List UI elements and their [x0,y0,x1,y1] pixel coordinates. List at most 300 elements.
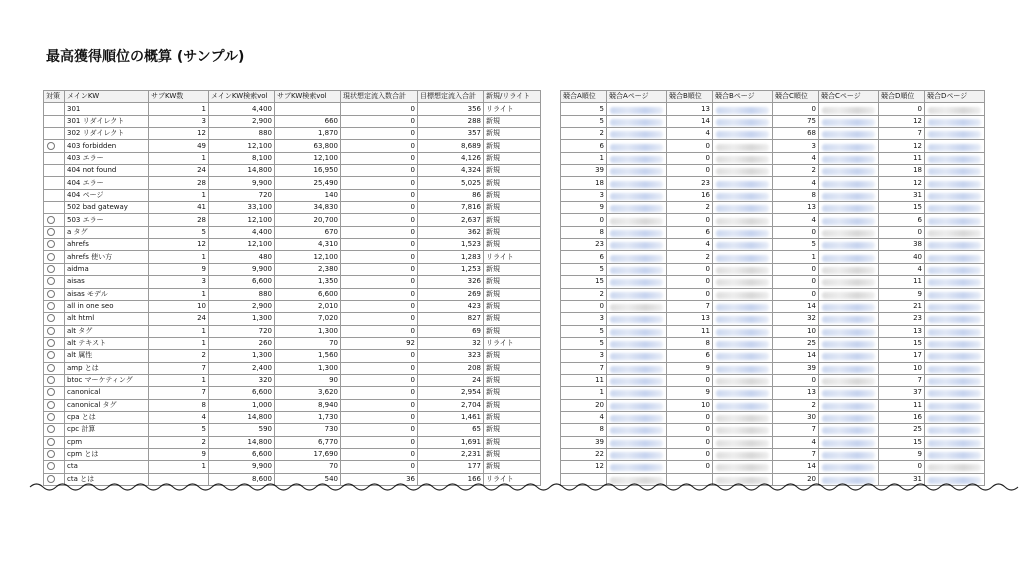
redacted-url-blur [610,242,663,249]
target-traffic-cell: 1,523 [418,239,484,251]
sub-kw-volume-cell: 20,700 [275,214,341,226]
table-row [561,313,985,325]
competitor-d-rank-cell: 11 [879,152,925,164]
new-or-rewrite-cell: リライト [484,473,541,485]
sub-kw-count-cell: 49 [149,140,209,152]
redacted-url-blur [822,242,875,249]
main-kw-cell: ahrefs [65,239,149,251]
competitor-c-rank-cell: 3 [773,140,819,152]
competitor-d-page-cell [925,448,985,460]
competitor-b-page-cell [713,214,773,226]
redacted-url-blur [610,181,663,188]
competitor-d-page-cell [925,140,985,152]
competitor-c-rank-cell: 2 [773,165,819,177]
current-traffic-cell: 0 [341,424,418,436]
competitor-c-rank-cell: 7 [773,448,819,460]
competitor-c-rank-cell: 4 [773,436,819,448]
taisaku-cell [44,374,65,386]
header-competitor-c-page: 競合Cページ [819,91,879,103]
new-or-rewrite-cell: 新規 [484,313,541,325]
sub-kw-count-cell: 5 [149,226,209,238]
sub-kw-volume-cell: 8,940 [275,399,341,411]
competitor-a-rank-cell: 5 [561,325,607,337]
current-traffic-cell: 92 [341,337,418,349]
redacted-url-blur [610,464,663,471]
main-kw-cell: 502 bad gateway [65,202,149,214]
current-traffic-cell: 0 [341,387,418,399]
sub-kw-volume-cell: 70 [275,461,341,473]
taisaku-cell [44,424,65,436]
competitor-d-page-cell [925,436,985,448]
header-main-kw-volume: メインKW検索vol [209,91,275,103]
competitor-d-rank-cell: 17 [879,350,925,362]
main-kw-volume-cell: 2,900 [209,115,275,127]
new-or-rewrite-cell: 新規 [484,461,541,473]
current-traffic-cell: 0 [341,177,418,189]
header-sub-kw-count: サブKW数 [149,91,209,103]
circle-mark-icon [47,450,55,458]
table-row [561,448,985,460]
competitor-d-rank-cell: 9 [879,288,925,300]
competitor-a-rank-cell: 12 [561,461,607,473]
competitor-c-page-cell [819,263,879,275]
competitor-b-rank-cell: 8 [667,337,713,349]
redacted-url-blur [610,144,663,151]
redacted-url-blur [716,181,769,188]
sub-kw-count-cell: 4 [149,411,209,423]
competitor-b-rank-cell: 23 [667,177,713,189]
sub-kw-volume-cell: 1,350 [275,276,341,288]
table-row [44,288,541,300]
table-row [44,115,541,127]
competitor-a-page-cell [607,387,667,399]
competitor-b-page-cell [713,239,773,251]
current-traffic-cell: 0 [341,239,418,251]
redacted-url-blur [610,366,663,373]
target-traffic-cell: 166 [418,473,484,485]
competitor-a-rank-cell: 2 [561,288,607,300]
new-or-rewrite-cell: 新規 [484,374,541,386]
circle-mark-icon [47,351,55,359]
redacted-url-blur [610,292,663,299]
competitor-c-rank-cell: 14 [773,461,819,473]
competitor-c-rank-cell: 0 [773,103,819,115]
redacted-url-blur [610,427,663,434]
circle-mark-icon [47,401,55,409]
taisaku-cell [44,103,65,115]
redacted-url-blur [610,329,663,336]
redacted-url-blur [716,329,769,336]
table-row [44,436,541,448]
main-kw-volume-cell: 14,800 [209,411,275,423]
redacted-url-blur [822,341,875,348]
current-traffic-cell: 0 [341,115,418,127]
competitor-d-page-cell [925,276,985,288]
competitor-b-page-cell [713,424,773,436]
competitor-a-page-cell [607,325,667,337]
competitor-a-rank-cell: 9 [561,202,607,214]
new-or-rewrite-cell: 新規 [484,325,541,337]
sub-kw-count-cell: 1 [149,325,209,337]
target-traffic-cell: 86 [418,189,484,201]
main-kw-cell: canonical タグ [65,399,149,411]
main-kw-volume-cell: 8,600 [209,473,275,485]
sub-kw-volume-cell: 2,010 [275,300,341,312]
competitor-b-rank-cell: 7 [667,300,713,312]
competitor-b-page-cell [713,140,773,152]
sub-kw-volume-cell: 540 [275,473,341,485]
competitor-a-rank-cell: 15 [561,276,607,288]
competitor-b-rank-cell: 4 [667,239,713,251]
table-row [561,461,985,473]
competitor-d-page-cell [925,165,985,177]
sub-kw-volume-cell [275,103,341,115]
new-or-rewrite-cell: 新規 [484,399,541,411]
main-kw-cell: cpa とは [65,411,149,423]
main-kw-cell: cpm [65,436,149,448]
competitor-a-page-cell [607,288,667,300]
sub-kw-count-cell: 1 [149,374,209,386]
main-kw-cell: cta とは [65,473,149,485]
competitor-c-page-cell [819,177,879,189]
taisaku-cell [44,436,65,448]
redacted-url-blur [610,107,663,114]
competitor-c-rank-cell: 4 [773,177,819,189]
competitor-b-rank-cell: 14 [667,115,713,127]
competitor-a-rank-cell: 0 [561,214,607,226]
competitor-b-page-cell [713,436,773,448]
sub-kw-volume-cell: 7,020 [275,313,341,325]
competitor-b-page-cell [713,350,773,362]
competitor-c-page-cell [819,214,879,226]
header-competitor-a-rank: 競合A順位 [561,91,607,103]
taisaku-cell [44,276,65,288]
table-row [561,165,985,177]
main-kw-cell: alt 属性 [65,350,149,362]
competitor-d-page-cell [925,399,985,411]
competitor-table-header-row [561,91,985,103]
current-traffic-cell: 0 [341,399,418,411]
table-row [561,436,985,448]
competitor-a-rank-cell: 4 [561,411,607,423]
target-traffic-cell: 2,704 [418,399,484,411]
competitor-d-page-cell [925,239,985,251]
competitor-d-rank-cell: 0 [879,461,925,473]
competitor-b-page-cell [713,325,773,337]
competitor-c-page-cell [819,313,879,325]
competitor-d-page-cell [925,128,985,140]
competitor-d-rank-cell: 7 [879,128,925,140]
competitor-a-rank-cell: 5 [561,103,607,115]
competitor-c-page-cell [819,325,879,337]
main-kw-volume-cell: 8,100 [209,152,275,164]
competitor-c-page-cell [819,337,879,349]
sub-kw-volume-cell: 12,100 [275,251,341,263]
redacted-url-blur [928,181,981,188]
header-main-kw: メインKW [65,91,149,103]
competitor-d-rank-cell: 0 [879,226,925,238]
competitor-c-rank-cell: 8 [773,189,819,201]
competitor-b-page-cell [713,374,773,386]
table-row [44,399,541,411]
keyword-table [43,90,541,486]
sub-kw-count-cell: 7 [149,387,209,399]
table-row [561,337,985,349]
redacted-url-blur [610,193,663,200]
sub-kw-count-cell: 28 [149,177,209,189]
competitor-b-page-cell [713,411,773,423]
redacted-url-blur [716,267,769,274]
table-row [44,337,541,349]
competitor-b-page-cell [713,177,773,189]
competitor-d-rank-cell: 40 [879,251,925,263]
table-row [44,387,541,399]
competitor-c-rank-cell: 7 [773,424,819,436]
target-traffic-cell: 269 [418,288,484,300]
competitor-a-page-cell [607,103,667,115]
competitor-b-rank-cell: 0 [667,276,713,288]
competitor-c-page-cell [819,362,879,374]
competitor-b-rank-cell: 0 [667,411,713,423]
competitor-c-page-cell [819,448,879,460]
competitor-c-page-cell [819,189,879,201]
main-kw-volume-cell: 12,100 [209,140,275,152]
main-kw-volume-cell: 720 [209,189,275,201]
main-kw-volume-cell: 9,900 [209,177,275,189]
competitor-d-rank-cell: 15 [879,337,925,349]
main-kw-cell: amp とは [65,362,149,374]
taisaku-cell [44,165,65,177]
sub-kw-volume-cell: 1,560 [275,350,341,362]
target-traffic-cell: 24 [418,374,484,386]
current-traffic-cell: 0 [341,202,418,214]
competitor-a-rank-cell: 39 [561,436,607,448]
main-kw-cell: 404 not found [65,165,149,177]
current-traffic-cell: 0 [341,300,418,312]
table-row [561,214,985,226]
redacted-url-blur [610,316,663,323]
redacted-url-blur [610,378,663,385]
redacted-url-blur [822,329,875,336]
table-row [561,424,985,436]
keyword-table-header-row [44,91,541,103]
table-row [44,276,541,288]
sub-kw-volume-cell: 6,600 [275,288,341,300]
current-traffic-cell: 0 [341,251,418,263]
main-kw-cell: ahrefs 使い方 [65,251,149,263]
redacted-url-blur [822,144,875,151]
main-kw-cell: btoc マーケティング [65,374,149,386]
header-target-traffic: 目標想定流入合計 [418,91,484,103]
taisaku-cell [44,350,65,362]
competitor-c-rank-cell: 5 [773,239,819,251]
table-row [44,239,541,251]
target-traffic-cell: 4,126 [418,152,484,164]
competitor-d-rank-cell: 15 [879,202,925,214]
sub-kw-volume-cell: 660 [275,115,341,127]
sub-kw-count-cell: 1 [149,189,209,201]
current-traffic-cell: 0 [341,214,418,226]
taisaku-cell [44,300,65,312]
redacted-url-blur [822,304,875,311]
main-kw-cell: cpc 計算 [65,424,149,436]
competitor-c-page-cell [819,226,879,238]
redacted-url-blur [928,464,981,471]
circle-mark-icon [47,425,55,433]
table-row [44,251,541,263]
competitor-b-rank-cell: 16 [667,189,713,201]
competitor-d-page-cell [925,177,985,189]
redacted-url-blur [716,378,769,385]
competitor-b-page-cell [713,313,773,325]
page-title: 最高獲得順位の概算 (サンプル) [46,49,245,65]
competitor-c-rank-cell: 0 [773,374,819,386]
redacted-url-blur [610,415,663,422]
redacted-url-blur [822,218,875,225]
competitor-b-rank-cell: 0 [667,424,713,436]
competitor-d-rank-cell: 0 [879,103,925,115]
competitor-b-page-cell [713,362,773,374]
redacted-url-blur [822,193,875,200]
sub-kw-count-cell: 12 [149,128,209,140]
competitor-a-page-cell [607,276,667,288]
redacted-url-blur [928,119,981,126]
taisaku-cell [44,313,65,325]
main-kw-cell: 302 リダイレクト [65,128,149,140]
competitor-d-page-cell [925,461,985,473]
redacted-url-blur [822,168,875,175]
current-traffic-cell: 0 [341,165,418,177]
taisaku-cell [44,202,65,214]
competitor-b-page-cell [713,337,773,349]
redacted-url-blur [610,267,663,274]
sub-kw-count-cell: 12 [149,239,209,251]
competitor-b-rank-cell: 0 [667,448,713,460]
redacted-url-blur [928,218,981,225]
competitor-a-page-cell [607,239,667,251]
target-traffic-cell: 2,637 [418,214,484,226]
redacted-url-blur [822,390,875,397]
sub-kw-volume-cell: 4,310 [275,239,341,251]
header-taisaku: 対策 [44,91,65,103]
redacted-url-blur [928,403,981,410]
sub-kw-volume-cell: 12,100 [275,152,341,164]
current-traffic-cell: 0 [341,461,418,473]
redacted-url-blur [822,353,875,360]
circle-mark-icon [47,240,55,248]
redacted-url-blur [928,366,981,373]
redacted-url-blur [610,168,663,175]
competitor-a-page-cell [607,226,667,238]
competitor-c-rank-cell: 0 [773,263,819,275]
redacted-url-blur [716,107,769,114]
competitor-b-rank-cell: 0 [667,140,713,152]
competitor-d-page-cell [925,152,985,164]
competitor-c-rank-cell: 25 [773,337,819,349]
competitor-d-page-cell [925,214,985,226]
table-row [561,226,985,238]
redacted-url-blur [928,156,981,163]
target-traffic-cell: 1,283 [418,251,484,263]
taisaku-cell [44,251,65,263]
main-kw-cell: alt タグ [65,325,149,337]
competitor-b-page-cell [713,448,773,460]
competitor-d-page-cell [925,387,985,399]
competitor-d-page-cell [925,288,985,300]
competitor-b-rank-cell: 6 [667,226,713,238]
target-traffic-cell: 2,231 [418,448,484,460]
table-row [561,103,985,115]
competitor-a-page-cell [607,128,667,140]
sub-kw-volume-cell: 17,690 [275,448,341,460]
redacted-url-blur [928,279,981,286]
competitor-a-page-cell [607,165,667,177]
redacted-url-blur [610,353,663,360]
competitor-d-rank-cell: 13 [879,325,925,337]
competitor-c-page-cell [819,239,879,251]
competitor-b-rank-cell: 10 [667,399,713,411]
new-or-rewrite-cell: 新規 [484,177,541,189]
competitor-d-rank-cell: 4 [879,263,925,275]
competitor-b-page-cell [713,276,773,288]
competitor-b-page-cell [713,128,773,140]
competitor-c-rank-cell: 32 [773,313,819,325]
redacted-url-blur [610,390,663,397]
competitor-a-page-cell [607,424,667,436]
redacted-url-blur [928,230,981,237]
main-kw-cell: 403 エラー [65,152,149,164]
table-row [561,362,985,374]
redacted-url-blur [822,255,875,262]
taisaku-cell [44,128,65,140]
header-competitor-d-page: 競合Dページ [925,91,985,103]
redacted-url-blur [928,144,981,151]
competitor-b-page-cell [713,189,773,201]
sub-kw-volume-cell: 6,770 [275,436,341,448]
redacted-url-blur [928,168,981,175]
competitor-c-rank-cell: 0 [773,276,819,288]
competitor-c-page-cell [819,288,879,300]
new-or-rewrite-cell: 新規 [484,263,541,275]
header-current-traffic: 現状想定流入数合計 [341,91,418,103]
sub-kw-count-cell: 5 [149,424,209,436]
competitor-c-rank-cell: 30 [773,411,819,423]
competitor-d-rank-cell: 37 [879,387,925,399]
main-kw-volume-cell: 33,100 [209,202,275,214]
sub-kw-count-cell: 1 [149,103,209,115]
target-traffic-cell: 208 [418,362,484,374]
current-traffic-cell: 0 [341,350,418,362]
competitor-a-page-cell [607,411,667,423]
competitor-a-rank-cell: 3 [561,189,607,201]
competitor-b-rank-cell: 0 [667,461,713,473]
taisaku-cell [44,399,65,411]
sub-kw-volume-cell: 16,950 [275,165,341,177]
competitor-b-page-cell [713,115,773,127]
competitor-a-rank-cell: 2 [561,128,607,140]
redacted-url-blur [716,464,769,471]
main-kw-cell: 503 エラー [65,214,149,226]
redacted-url-blur [822,366,875,373]
redacted-url-blur [716,390,769,397]
redacted-url-blur [928,378,981,385]
sub-kw-count-cell: 9 [149,263,209,275]
current-traffic-cell: 0 [341,374,418,386]
competitor-d-page-cell [925,115,985,127]
competitor-c-rank-cell: 14 [773,350,819,362]
competitor-c-rank-cell: 0 [773,226,819,238]
competitor-c-page-cell [819,152,879,164]
